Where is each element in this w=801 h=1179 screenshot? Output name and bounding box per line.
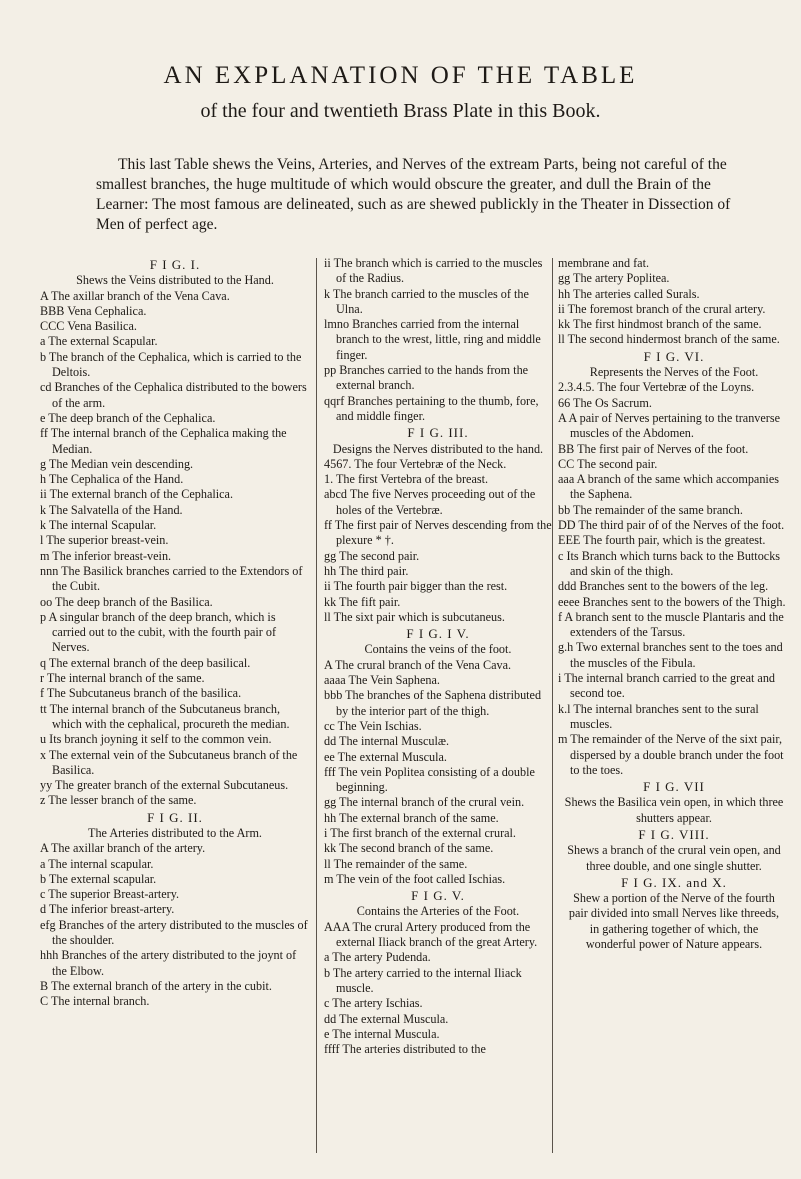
legend-entry: ll The second hindermost branch of the same. <box>558 332 780 347</box>
legend-entry: kk The first hindmost branch of the same. <box>558 317 762 332</box>
legend-entry: ffff The arteries distributed to the <box>324 1042 486 1057</box>
legend-entry: C The internal branch. <box>40 994 150 1009</box>
legend-entry: ff The internal branch of the Cephalica making the Median. <box>40 426 287 456</box>
figure-heading: F I G. III. <box>407 425 469 441</box>
intro-paragraph: This last Table shews the Veins, Arteries, and Nerves of the extream Parts, being not careful of the smallest branches, the huge multitude of which would obscure the greater, and dull the Brain of the Learner: The most famous are delineated, such as are shewed publickly in the Theater in Dissection of Men of perfect age. <box>96 156 731 233</box>
legend-entry: f A branch sent to the muscle Plantaris and the extenders of the Tarsus. <box>558 609 784 640</box>
legend-entry: m The inferior breast-vein. <box>40 548 172 563</box>
figure-heading: F I G. VI. <box>643 348 705 364</box>
figure-caption: Designs the Nerves distributed to the hand. <box>332 441 544 456</box>
figure-heading: F I G. II. <box>147 809 203 825</box>
legend-entry: B The external branch of the artery in the cubit. <box>40 978 272 993</box>
figure-caption: Shew a portion of the Nerve of the fourth pair divided into small Nerves like threeds, in gathering together of which, the wonderful power of Nature appears. <box>568 891 780 952</box>
legend-entry: u Its branch joyning it self to the common vein. <box>40 732 272 747</box>
legend-entry: hh The external branch of the same. <box>324 810 499 825</box>
legend-entry: A A pair of Nerves pertaining to the tranverse muscles of the Abdomen. <box>558 410 781 441</box>
figure-caption: The Arteries distributed to the Arm. <box>88 825 262 840</box>
legend-entry: gg The second pair. <box>324 548 420 563</box>
legend-entry: dd The external Muscula. <box>324 1011 449 1026</box>
legend-entry: DD The third pair of of the Nerves of the foot. <box>558 518 785 533</box>
legend-entry: nnn The Basilick branches carried to the Extendors of the Cubit. <box>40 563 303 594</box>
legend-entry: ii The fourth pair bigger than the rest. <box>324 579 508 594</box>
figure-caption: Shews the Basilica vein open, in which three shutters appear. <box>564 795 784 825</box>
legend-entry: i The internal branch carried to the great and second toe. <box>558 671 776 701</box>
legend-entry: 66 The Os Sacrum. <box>558 395 652 410</box>
legend-entry: oo The deep branch of the Basilica. <box>40 594 213 609</box>
figure-caption: Shews a branch of the crural vein open, and three double, and one single shutter. <box>567 843 781 873</box>
legend-entry: 2.3.4.5. The four Vertebræ of the Loyns. <box>558 380 755 395</box>
legend-entry: fff The vein Poplitea consisting of a double beginning. <box>324 764 535 795</box>
legend-entry: A The axillar branch of the artery. <box>40 841 206 856</box>
legend-entry: e The deep branch of the Cephalica. <box>40 410 216 425</box>
legend-entry: k.l The internal branches sent to the sural muscles. <box>558 701 759 731</box>
legend-entry: f The Subcutaneus branch of the basilica. <box>40 686 242 701</box>
legend-entry: A The crural branch of the Vena Cava. <box>324 657 512 672</box>
figure-caption: Represents the Nerves of the Foot. <box>589 365 759 380</box>
legend-entry: b The branch of the Cephalica, which is carried to the Deltois. <box>40 349 302 380</box>
legend-entry: g The Median vein descending. <box>40 456 194 471</box>
legend-entry: bb The remainder of the same branch. <box>558 502 743 517</box>
legend-entry: CCC Vena Basilica. <box>40 319 137 334</box>
column-3 <box>558 256 790 952</box>
figure-heading: F I G. I V. <box>406 626 470 642</box>
legend-entry: gg The artery Poplitea. <box>558 271 670 286</box>
legend-entry: c The artery Ischias. <box>324 996 423 1011</box>
legend-entry: kk The second branch of the same. <box>324 841 494 856</box>
legend-entry: hhh Branches of the artery distributed to the joynt of the Elbow. <box>40 948 297 978</box>
legend-entry: q The external branch of the deep basilical. <box>40 655 251 670</box>
legend-entry: l The superior breast-vein. <box>40 533 169 548</box>
legend-entry: r The internal branch of the same. <box>40 671 205 686</box>
legend-entry: membrane and fat. <box>558 256 650 270</box>
legend-entry: e The internal Muscula. <box>324 1026 440 1041</box>
legend-entry: lmno Branches carried from the internal branch to the wrest, little, ring and middle finger. <box>324 317 541 362</box>
legend-entry: 4567. The four Vertebræ of the Neck. <box>324 456 507 471</box>
legend-entry: abcd The five Nerves proceeding out of the holes of the Vertebræ. <box>324 487 536 517</box>
legend-entry: A The axillar branch of the Vena Cava. <box>40 288 230 303</box>
legend-entry: eeee Branches sent to the bowers of the Thigh. <box>558 594 786 609</box>
legend-entry: h The Cephalica of the Hand. <box>40 472 184 487</box>
column-1 <box>40 256 310 1010</box>
legend-entry: a The artery Pudenda. <box>324 950 431 965</box>
page-title: AN EXPLANATION OF THE TABLE <box>163 62 638 89</box>
legend-entry: cc The Vein Ischias. <box>324 718 422 733</box>
legend-entry: hh The arteries called Surals. <box>558 286 700 301</box>
legend-entry: k The branch carried to the muscles of the Ulna. <box>324 286 529 316</box>
figure-caption: Shews the Veins distributed to the Hand. <box>76 273 274 288</box>
legend-entry: i The first branch of the external crural. <box>324 825 516 840</box>
legend-entry: BBB Vena Cephalica. <box>40 303 147 318</box>
legend-entry: 1. The first Vertebra of the breast. <box>324 472 489 487</box>
legend-entry: ii The branch which is carried to the muscles of the Radius. <box>324 256 543 286</box>
legend-entry: kk The fift pair. <box>324 594 401 609</box>
figure-heading: F I G. IX. and X. <box>621 874 727 890</box>
legend-entry: hh The third pair. <box>324 563 409 578</box>
legend-entry: c Its Branch which turns back to the Buttocks and skin of the thigh. <box>558 548 781 578</box>
legend-entry: m The vein of the foot called Ischias. <box>324 871 506 886</box>
legend-entry: ll The sixt pair which is subcutaneus. <box>324 609 505 624</box>
legend-entry: k The Salvatella of the Hand. <box>40 502 183 517</box>
legend-entry: aaaa The Vein Saphena. <box>324 673 440 688</box>
legend-entry: ii The external branch of the Cephalica. <box>40 487 234 502</box>
legend-entry: pp Branches carried to the hands from the external branch. <box>324 363 529 393</box>
legend-entry: bbb The branches of the Saphena distributed by the interior part of the thigh. <box>324 688 542 718</box>
legend-entry: m The remainder of the Nerve of the sixt pair, dispersed by a double branch under the foot to the toes. <box>558 732 784 777</box>
legend-entry: a The internal scapular. <box>40 856 154 871</box>
legend-entry: c The superior Breast-artery. <box>40 887 180 902</box>
legend-entry: BB The first pair of Nerves of the foot. <box>558 441 749 456</box>
legend-entry: yy The greater branch of the external Subcutaneus. <box>40 778 289 793</box>
legend-entry: k The internal Scapular. <box>40 518 157 533</box>
legend-entry: b The external scapular. <box>40 871 157 886</box>
legend-entry: d The inferior breast-artery. <box>40 902 175 917</box>
column-divider <box>316 258 317 1153</box>
legend-entry: b The artery carried to the internal Iliack muscle. <box>324 965 522 995</box>
column-2 <box>324 256 552 1057</box>
legend-entry: a The external Scapular. <box>40 334 158 349</box>
legend-entry: dd The internal Musculæ. <box>324 734 450 749</box>
legend-entry: CC The second pair. <box>558 456 658 471</box>
figure-caption: Contains the Arteries of the Foot. <box>356 904 520 919</box>
legend-entry: tt The internal branch of the Subcutaneus branch, which with the cephalical, procureth the median. <box>40 701 290 731</box>
figure-heading: F I G. VII <box>643 779 705 795</box>
legend-entry: ii The foremost branch of the crural artery. <box>558 301 766 316</box>
column-divider <box>552 258 553 1153</box>
legend-entry: z The lesser branch of the same. <box>40 793 197 808</box>
figure-heading: F I G. I. <box>149 257 201 272</box>
legend-entry: p A singular branch of the deep branch, which is carried out to the cubit, with the fourth pair of Nerves. <box>40 609 277 655</box>
legend-entry: g.h Two external branches sent to the toes and the muscles of the Fibula. <box>558 640 783 670</box>
legend-entry: ddd Branches sent to the bowers of the leg. <box>558 579 769 594</box>
figure-heading: F I G. VIII. <box>638 826 710 842</box>
legend-entry: aaa A branch of the same which accompanies the Saphena. <box>558 472 779 502</box>
figure-heading: F I G. V. <box>411 888 465 904</box>
legend-entry: qqrf Branches pertaining to the thumb, fore, and middle finger. <box>324 393 539 423</box>
legend-entry: EEE The fourth pair, which is the greatest. <box>558 533 766 548</box>
figure-caption: Contains the veins of the foot. <box>364 642 512 657</box>
legend-entry: gg The internal branch of the crural vein. <box>324 795 525 810</box>
legend-entry: efg Branches of the artery distributed to the muscles of the shoulder. <box>40 917 308 948</box>
legend-entry: x The external vein of the Subcutaneus branch of the Basilica. <box>40 747 298 777</box>
legend-entry: ff The first pair of Nerves descending from the plexure * †. <box>324 518 552 548</box>
legend-entry: ee The external Muscula. <box>324 749 447 764</box>
legend-entry: cd Branches of the Cephalica distributed to the bowers of the arm. <box>40 380 307 410</box>
legend-entry: ll The remainder of the same. <box>324 856 468 871</box>
page-subtitle: of the four and twentieth Brass Plate in this Book. <box>200 100 601 122</box>
legend-entry: AAA The crural Artery produced from the external Iliack branch of the great Artery. <box>324 919 538 950</box>
